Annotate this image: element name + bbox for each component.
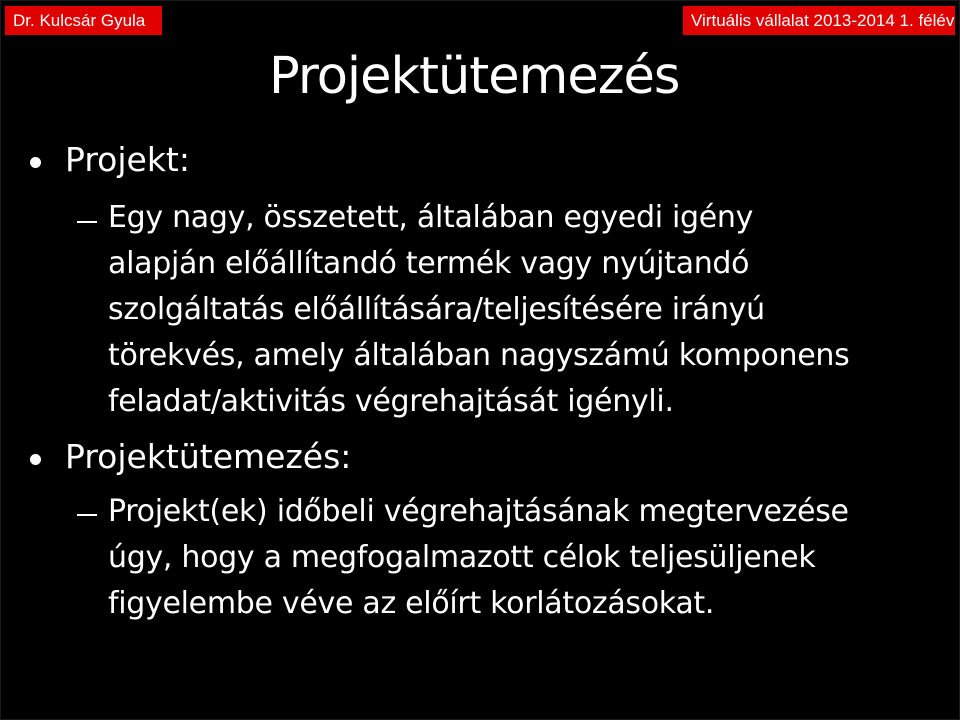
sub-line: törekvés, amely általában nagyszámú komponens [108, 338, 850, 373]
bullet-dot-icon [30, 157, 41, 168]
author-badge: Dr. Kulcsár Gyula [5, 6, 162, 35]
sub-line: szolgáltatás előállítására/teljesítésére irányú [108, 292, 765, 327]
slide-title: Projektütemezés [269, 47, 680, 106]
bullet-dot-icon [30, 454, 41, 465]
dash-icon [77, 514, 97, 516]
sub-line: figyelembe véve az előírt korlátozásokat. [108, 586, 715, 621]
sub-line: úgy, hogy a megfogalmazott célok teljesüljenek [108, 540, 816, 575]
bullet-label-projekt: Projekt: [65, 140, 190, 179]
sub-line: Egy nagy, összetett, általában egyedi igény [108, 200, 754, 235]
bullet-label-projektutemezes: Projektütemezés: [65, 437, 352, 476]
dash-icon [77, 221, 97, 223]
sub-line: alapján előállítandó termék vagy nyújtandó [108, 246, 750, 281]
course-badge: Virtuális vállalat 2013-2014 1. félév [683, 6, 955, 35]
sub-line: feladat/aktivitás végrehajtását igényli. [108, 384, 674, 419]
sub-line: Projekt(ek) időbeli végrehajtásának megtervezése [108, 494, 849, 529]
